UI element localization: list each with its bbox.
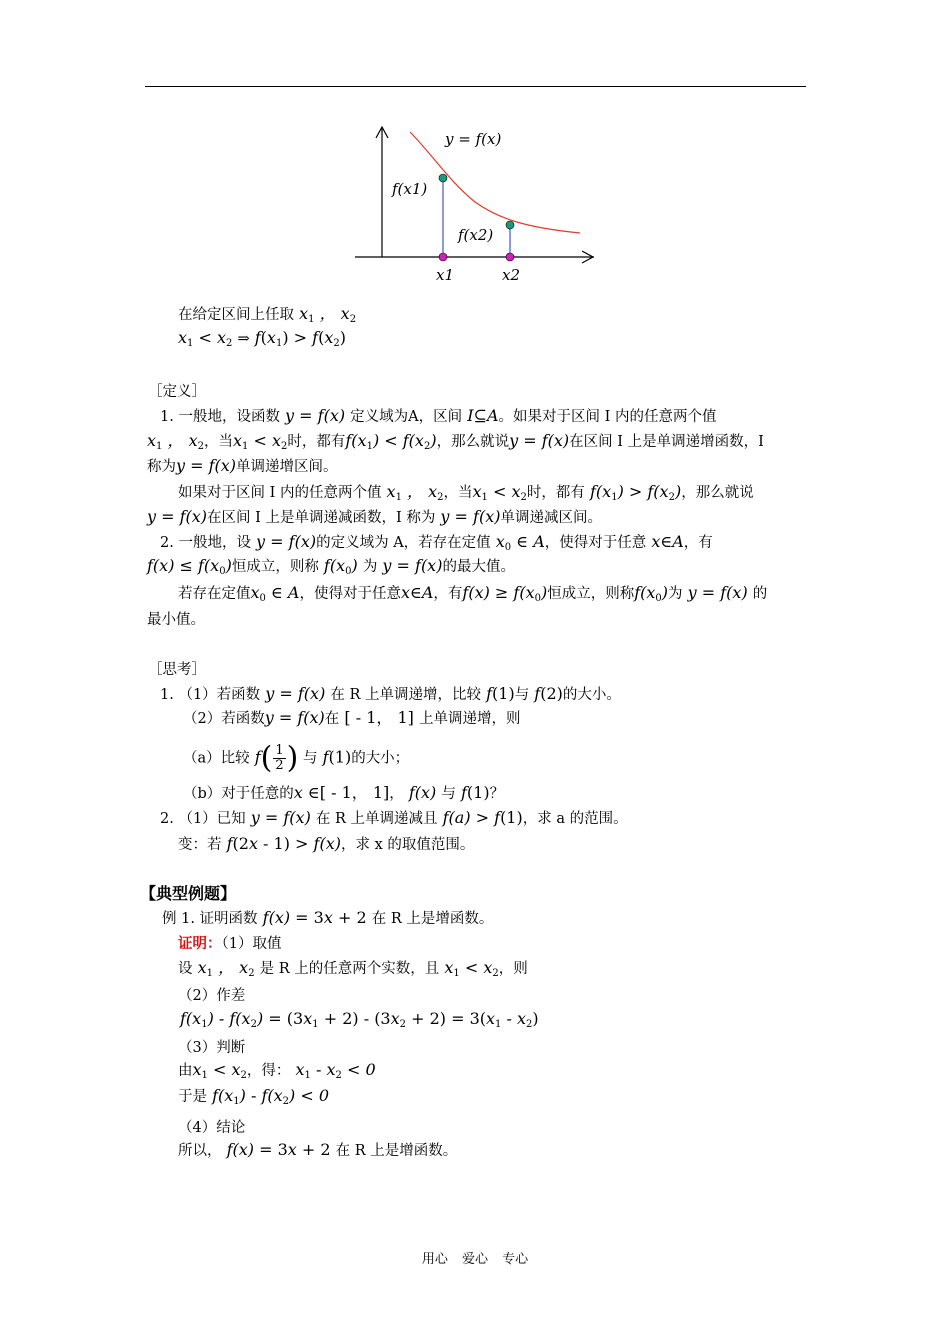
proof-step1: 证明：（1）取值 — [178, 935, 282, 952]
def-p4-line1: 若存在定值$x_0$ ∈ A，使得对于任意x∈A，有$f(x) \ge f(x_0)$恒成立，则称$f(x_0)$为 y = f(x) 的 — [178, 583, 768, 604]
header-rule — [145, 86, 806, 87]
think-q3: 2. （1）已知 y = f(x) 在 R 上单调递减且 f(a) > f(1)，求 a 的范围。 — [160, 808, 628, 827]
point-fx1 — [439, 174, 447, 182]
think-heading: ［思考］ — [148, 662, 206, 678]
def-p1-line3: 称为y = f(x)单调递增区间。 — [147, 456, 338, 475]
monotonic-function-figure — [350, 122, 600, 292]
curve-label: y = f(x) — [445, 130, 502, 148]
point-fx2 — [506, 221, 514, 229]
def-p4-line2: 最小值。 — [147, 612, 205, 628]
intro-line-2: $x_1 < x_2$ ⇒ $f(x_1) > f(x_2)$ — [178, 328, 346, 349]
proof-s3-line: 由$x_1 < x_2$，得： $x_1 - x_2 < 0$ — [178, 1060, 376, 1081]
example-1: 例 1. 证明函数 f(x) = 3x + 2 在 R 上是增函数。 — [162, 908, 494, 927]
x1-label: x1 — [436, 266, 455, 284]
definition-heading: ［定义］ — [148, 384, 206, 400]
think-qb: （b）对于任意的x ∈[ - 1， 1]， f(x) 与 f(1)？ — [183, 783, 505, 802]
page-footer: 用心 爱心 专心 — [421, 1252, 529, 1267]
proof-label: 证明： — [178, 935, 222, 952]
proof-conclusion: 所以， f(x) = 3x + 2 在 R 上是增函数。 — [178, 1140, 458, 1159]
proof-s1-line: 设 $x_1$ ， $x_2$ 是 R 上的任意两个实数，且 $x_1 < x_2$，则 — [178, 958, 528, 979]
proof-difference: $f(x_1) - f(x_2) = (3x_1 + 2) - (3x_2 + 2) = 3(x_1 - x_2)$ — [180, 1009, 539, 1030]
proof-step2: （2）作差 — [178, 988, 246, 1004]
point-x2 — [506, 253, 514, 261]
think-q1: 1. （1）若函数 y = f(x) 在 R 上单调递增，比较 f(1)与 f(2)的大小。 — [160, 684, 621, 703]
def-p1-line1: 1. 一般地，设函数 y = f(x) 定义域为A，区间 I⊆A。如果对于区间 I 内的任意两个值 — [160, 406, 717, 425]
think-q4: 变：若 f(2x - 1) > f(x)，求 x 的取值范围。 — [178, 834, 475, 853]
def-p1-line2: $x_1$ ， $x_2$，当$x_1 < x_2$时，都有$f(x_1) < f(x_2)$，那么就说y = f(x)在区间 I 上是单调递增函数，I — [147, 431, 764, 452]
def-p3-line1: 2. 一般地，设 y = f(x)的定义域为 A，若存在定值 $x_0$ ∈ A，使得对于任意 x∈A，有 — [160, 532, 713, 553]
def-p3-line2: $f(x) \le f(x_0)$恒成立，则称 $f(x_0)$ 为 y = f(x)的最大值。 — [147, 556, 515, 577]
proof-step3: （3）判断 — [178, 1040, 246, 1056]
example-heading: 【典型例题】 — [140, 884, 237, 903]
def-p2-line1: 如果对于区间 I 内的任意两个值 $x_1$ ， $x_2$，当$x_1 < x_2$时，都有 $f(x_1) > f(x_2)$，那么就说 — [178, 482, 754, 503]
proof-step4: （4）结论 — [178, 1120, 246, 1136]
def-p2-line2: y = f(x)在区间 I 上是单调递减函数，I 称为 y = f(x)单调递减区间。 — [147, 507, 602, 526]
fx2-label: f(x2) — [458, 226, 494, 244]
x2-label: x2 — [502, 266, 521, 284]
proof-s3c-line: 于是 $f(x_1) - f(x_2) < 0$ — [178, 1086, 330, 1107]
think-q2: （2）若函数y = f(x)在 [ - 1， 1] 上单调递增，则 — [183, 708, 521, 727]
think-qa: （a）比较 f( $\frac{1}{2}$ ) 与 f(1)的大小； — [183, 740, 410, 776]
intro-line-1: 在给定区间上任取 $x_1$ ， $x_2$ — [178, 304, 357, 325]
point-x1 — [439, 253, 447, 261]
fx1-label: f(x1) — [392, 180, 428, 198]
